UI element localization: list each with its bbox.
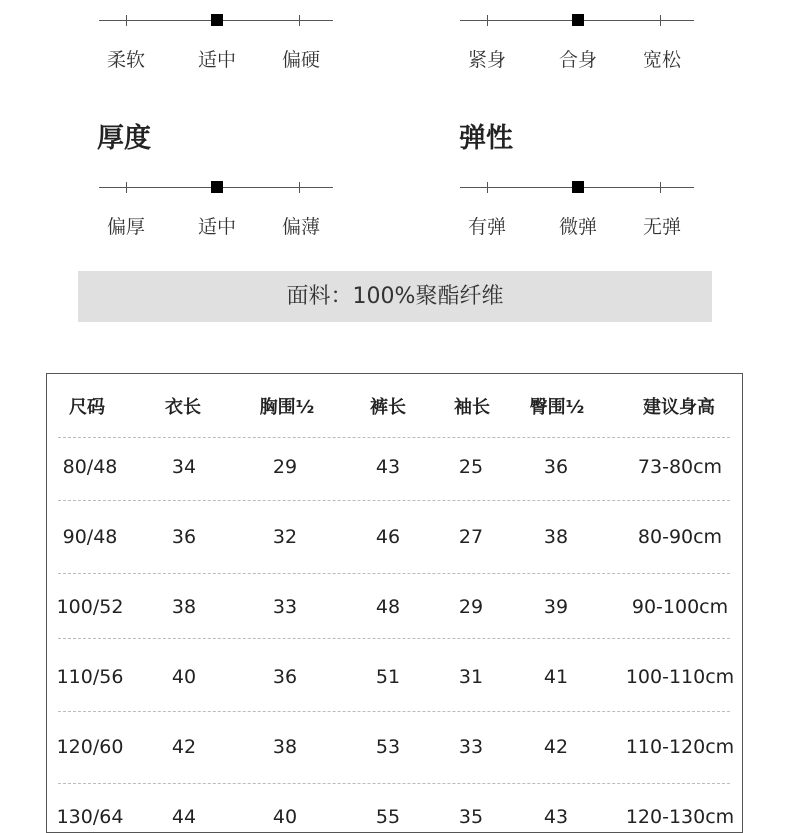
table-cell: 80-90cm (637, 526, 723, 548)
scale-tick (660, 182, 661, 193)
table-cell: 43 (543, 806, 569, 828)
table-cell: 36 (171, 526, 197, 548)
table-cell: 90/48 (62, 526, 118, 548)
scale-label: 偏厚 (106, 216, 145, 238)
scale-label: 适中 (197, 216, 236, 238)
table-header-sleeve: 袖长 (454, 397, 490, 418)
scale-tick (299, 182, 300, 193)
table-cell: 36 (272, 666, 298, 688)
fabric-text: 面料：100%聚酯纤维 (286, 284, 504, 309)
scale-label: 适中 (197, 49, 236, 71)
table-header-height: 建议身高 (643, 397, 715, 418)
table-cell: 39 (543, 596, 569, 618)
table-cell: 55 (375, 806, 401, 828)
table-cell: 100/52 (56, 596, 124, 618)
table-cell: 80/48 (62, 456, 118, 478)
scale-label: 柔软 (106, 49, 145, 71)
table-cell: 40 (171, 666, 197, 688)
table-cell: 27 (458, 526, 484, 548)
table-cell: 46 (375, 526, 401, 548)
scale-marker (211, 14, 223, 26)
row-divider (58, 711, 730, 712)
elasticity-scale (460, 167, 694, 195)
fit-scale (460, 0, 694, 28)
scale-label: 有弹 (467, 216, 506, 238)
row-divider (58, 500, 730, 501)
scale-marker (211, 181, 223, 193)
table-cell: 110/56 (56, 666, 124, 688)
table-cell: 42 (171, 736, 197, 758)
scale-tick (126, 182, 127, 193)
table-header-length: 衣长 (165, 397, 201, 418)
scale-label: 无弹 (642, 216, 681, 238)
scale-tick (126, 15, 127, 26)
thickness-scale (99, 167, 333, 195)
table-cell: 31 (458, 666, 484, 688)
scale-tick (487, 15, 488, 26)
scale-label: 偏硬 (281, 49, 320, 71)
row-divider (58, 638, 730, 639)
table-cell: 44 (171, 806, 197, 828)
table-cell: 43 (375, 456, 401, 478)
table-cell: 38 (543, 526, 569, 548)
table-cell: 32 (272, 526, 298, 548)
table-cell: 130/64 (56, 806, 124, 828)
fabric-banner (78, 271, 712, 322)
thickness-heading: 厚度 (97, 123, 151, 154)
row-divider (58, 783, 730, 784)
table-cell: 51 (375, 666, 401, 688)
scale-label: 宽松 (642, 49, 681, 71)
table-cell: 120-130cm (625, 806, 735, 828)
table-cell: 110-120cm (625, 736, 735, 758)
table-cell: 53 (375, 736, 401, 758)
table-cell: 41 (543, 666, 569, 688)
table-cell: 33 (458, 736, 484, 758)
scale-marker (572, 14, 584, 26)
table-cell: 40 (272, 806, 298, 828)
scale-label: 偏薄 (281, 216, 320, 238)
scale-label: 微弹 (558, 216, 597, 238)
table-cell: 120/60 (56, 736, 124, 758)
table-cell: 48 (375, 596, 401, 618)
row-divider (58, 437, 730, 438)
table-cell: 73-80cm (637, 456, 723, 478)
elasticity-heading: 弹性 (459, 123, 513, 154)
table-cell: 29 (272, 456, 298, 478)
table-cell: 90-100cm (631, 596, 729, 618)
table-header-chest: 胸围½ (259, 397, 315, 418)
scale-marker (572, 181, 584, 193)
table-cell: 33 (272, 596, 298, 618)
scale-label: 合身 (558, 49, 597, 71)
scale-tick (660, 15, 661, 26)
table-cell: 42 (543, 736, 569, 758)
table-cell: 38 (171, 596, 197, 618)
row-divider (58, 573, 730, 574)
table-cell: 25 (458, 456, 484, 478)
scale-label: 紧身 (467, 49, 506, 71)
table-cell: 100-110cm (625, 666, 735, 688)
table-cell: 34 (171, 456, 197, 478)
softness-scale (99, 0, 333, 28)
table-header-size: 尺码 (69, 397, 105, 418)
table-header-pants-length: 裤长 (370, 397, 406, 418)
table-cell: 36 (543, 456, 569, 478)
scale-tick (299, 15, 300, 26)
scale-tick (487, 182, 488, 193)
table-cell: 29 (458, 596, 484, 618)
table-cell: 35 (458, 806, 484, 828)
table-header-hip: 臀围½ (529, 397, 585, 418)
table-cell: 38 (272, 736, 298, 758)
